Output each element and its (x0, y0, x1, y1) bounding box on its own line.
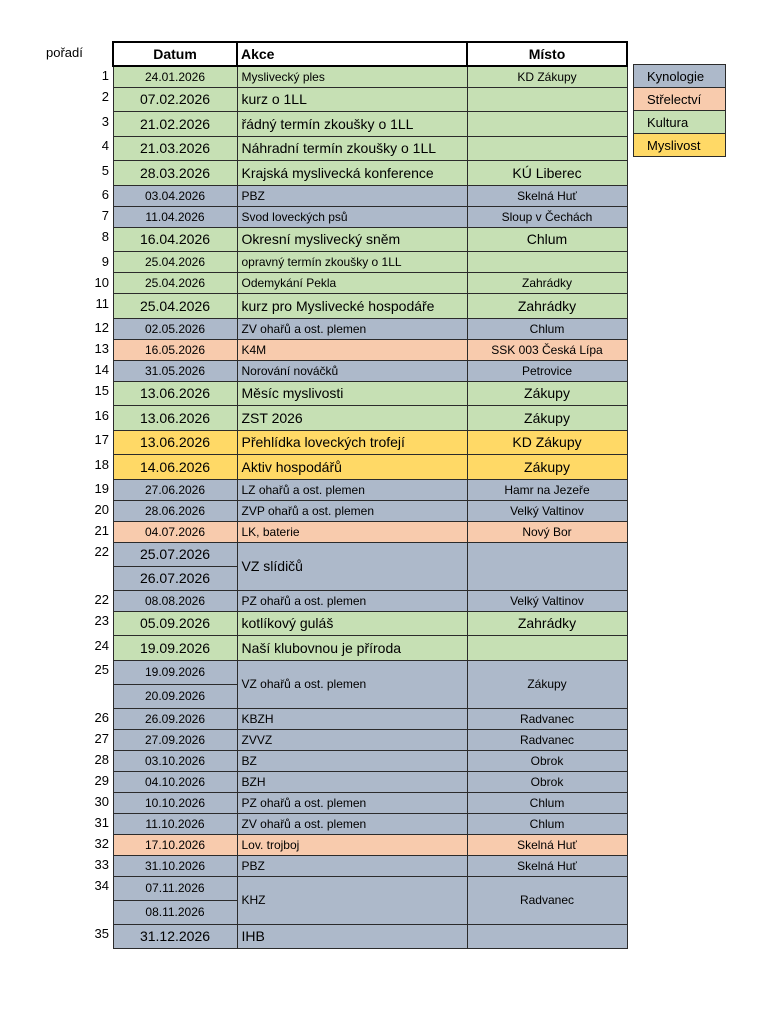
table-row (113, 360, 627, 381)
event-date: 05.09.2026 (113, 611, 237, 636)
event-place: Petrovice (467, 360, 627, 381)
event-date: 04.07.2026 (113, 521, 237, 542)
event-place (467, 252, 627, 273)
table-row (113, 924, 627, 949)
event-order: 22 (94, 544, 109, 559)
event-date: 03.04.2026 (113, 185, 237, 206)
event-place: Skelná Huť (467, 185, 627, 206)
event-name: Přehlídka loveckých trofejí (237, 430, 467, 455)
event-order: 33 (94, 857, 109, 872)
event-name: PZ ohařů a ost. plemen (237, 792, 467, 813)
table-row (113, 521, 627, 542)
event-place: Radvanec (467, 876, 627, 924)
event-date: 13.06.2026 (113, 430, 237, 455)
event-order: 32 (94, 836, 109, 851)
event-date: 03.10.2026 (113, 750, 237, 771)
event-order: 6 (101, 187, 109, 202)
event-date: 28.06.2026 (113, 500, 237, 521)
table-row (113, 708, 627, 729)
event-date: 08.11.2026 (113, 900, 237, 924)
event-date: 11.10.2026 (113, 813, 237, 834)
event-date: 11.04.2026 (113, 206, 237, 227)
event-date: 19.09.2026 (113, 660, 237, 684)
event-place: Sloup v Čechách (467, 206, 627, 227)
table-row (113, 430, 627, 455)
table-row (113, 813, 627, 834)
table-row (113, 136, 627, 161)
event-place: Chlum (467, 792, 627, 813)
event-name: LZ ohařů a ost. plemen (237, 479, 467, 500)
event-place (467, 112, 627, 137)
event-order: 7 (101, 208, 109, 223)
event-name: Naší klubovnou je příroda (237, 636, 467, 661)
events-table (112, 41, 628, 949)
event-order: 3 (101, 113, 109, 129)
table-row (113, 855, 627, 876)
event-name: Krajská myslivecká konference (237, 161, 467, 186)
table-row (113, 500, 627, 521)
event-date: 31.12.2026 (113, 924, 237, 949)
event-order: 14 (94, 362, 109, 377)
events-body (113, 66, 627, 949)
table-row (113, 227, 627, 252)
event-name: ZST 2026 (237, 406, 467, 431)
event-name: Lov. trojboj (237, 834, 467, 855)
table-row (113, 876, 627, 900)
event-name: Náhradní termín zkoušky o 1LL (237, 136, 467, 161)
event-date: 21.03.2026 (113, 136, 237, 161)
table-row (113, 479, 627, 500)
event-place: KÚ Liberec (467, 161, 627, 186)
event-place: Velký Valtinov (467, 590, 627, 611)
event-place: KD Zákupy (467, 430, 627, 455)
event-order: 12 (94, 320, 109, 335)
poradi-header: pořadí (46, 45, 83, 60)
legend (633, 64, 726, 157)
event-date: 10.10.2026 (113, 792, 237, 813)
table-row (113, 112, 627, 137)
datum-header: Datum (113, 42, 237, 66)
event-order: 9 (101, 253, 109, 269)
legend-item: Kynologie (634, 65, 726, 88)
event-place (467, 542, 627, 590)
event-order: 8 (101, 229, 109, 244)
event-order: 13 (94, 341, 109, 356)
event-name: K4M (237, 339, 467, 360)
event-date: 20.09.2026 (113, 684, 237, 708)
table-row (113, 318, 627, 339)
event-name: Měsíc myslivosti (237, 381, 467, 406)
event-place: Hamr na Jezeře (467, 479, 627, 500)
event-order: 1 (101, 68, 109, 83)
event-order: 10 (94, 274, 109, 290)
event-order: 2 (101, 89, 109, 104)
event-place: Obrok (467, 750, 627, 771)
event-order: 17 (94, 432, 109, 447)
event-date: 08.08.2026 (113, 590, 237, 611)
event-date: 28.03.2026 (113, 161, 237, 186)
event-order: 20 (94, 502, 109, 517)
event-order: 30 (94, 794, 109, 809)
event-date: 25.04.2026 (113, 252, 237, 273)
event-order: 22 (94, 592, 109, 607)
event-date: 26.07.2026 (113, 566, 237, 590)
event-name: ZV ohařů a ost. plemen (237, 318, 467, 339)
event-order: 23 (94, 613, 109, 628)
table-row (113, 185, 627, 206)
legend-item: Myslivost (634, 134, 726, 157)
event-date: 19.09.2026 (113, 636, 237, 661)
event-date: 24.01.2026 (113, 66, 237, 87)
table-row (113, 660, 627, 684)
event-order: 27 (94, 731, 109, 746)
event-name: opravný termín zkoušky o 1LL (237, 252, 467, 273)
event-date: 07.11.2026 (113, 876, 237, 900)
event-place: Obrok (467, 771, 627, 792)
event-name: Okresní myslivecký sněm (237, 227, 467, 252)
event-date: 14.06.2026 (113, 455, 237, 480)
event-name: řádný termín zkoušky o 1LL (237, 112, 467, 137)
table-row (113, 252, 627, 273)
table-row (113, 294, 627, 319)
event-place: Chlum (467, 813, 627, 834)
event-date: 07.02.2026 (113, 87, 237, 112)
event-name: Aktiv hospodářů (237, 455, 467, 480)
event-date: 25.04.2026 (113, 294, 237, 319)
event-name: Svod loveckých psů (237, 206, 467, 227)
event-order: 15 (94, 383, 109, 398)
table-row (113, 406, 627, 431)
table-row (113, 792, 627, 813)
event-place: Zahrádky (467, 273, 627, 294)
event-order: 11 (95, 295, 109, 311)
event-order: 35 (94, 926, 109, 941)
event-order: 18 (94, 456, 109, 472)
misto-header: Místo (467, 42, 627, 66)
table-row (113, 542, 627, 566)
table-row (113, 455, 627, 480)
event-place: Zákupy (467, 406, 627, 431)
event-date: 27.09.2026 (113, 729, 237, 750)
akce-header: Akce (237, 42, 467, 66)
event-name: IHB (237, 924, 467, 949)
event-order: 26 (94, 710, 109, 725)
event-place (467, 136, 627, 161)
event-order: 34 (94, 878, 109, 893)
table-row (113, 771, 627, 792)
event-place (467, 636, 627, 661)
table-row (113, 339, 627, 360)
table-row (113, 636, 627, 661)
event-order: 24 (94, 637, 109, 653)
event-order: 4 (101, 138, 109, 153)
event-order: 28 (94, 752, 109, 767)
event-place: Zákupy (467, 455, 627, 480)
event-name: kurz o 1LL (237, 87, 467, 112)
event-place: Skelná Huť (467, 834, 627, 855)
event-name: KHZ (237, 876, 467, 924)
event-place: Nový Bor (467, 521, 627, 542)
event-name: PBZ (237, 185, 467, 206)
event-date: 26.09.2026 (113, 708, 237, 729)
event-date: 27.06.2026 (113, 479, 237, 500)
event-name: PZ ohařů a ost. plemen (237, 590, 467, 611)
event-name: BZH (237, 771, 467, 792)
legend-item: Střelectví (634, 88, 726, 111)
table-row (113, 273, 627, 294)
table-row (113, 590, 627, 611)
legend-item: Kultura (634, 111, 726, 134)
event-name: ZVVZ (237, 729, 467, 750)
event-order: 21 (94, 523, 109, 538)
event-place (467, 924, 627, 949)
table-row (113, 381, 627, 406)
event-order: 19 (94, 481, 109, 496)
event-date: 25.07.2026 (113, 542, 237, 566)
event-place: Zákupy (467, 660, 627, 708)
event-place: Zahrádky (467, 294, 627, 319)
event-name: KBZH (237, 708, 467, 729)
table-row (113, 750, 627, 771)
event-order: 29 (94, 773, 109, 788)
event-place (467, 87, 627, 112)
event-order: 5 (101, 162, 109, 178)
event-date: 02.05.2026 (113, 318, 237, 339)
event-date: 16.05.2026 (113, 339, 237, 360)
event-name: ZVP ohařů a ost. plemen (237, 500, 467, 521)
event-date: 04.10.2026 (113, 771, 237, 792)
table-row (113, 611, 627, 636)
event-place: Radvanec (467, 708, 627, 729)
event-name: ZV ohařů a ost. plemen (237, 813, 467, 834)
event-name: PBZ (237, 855, 467, 876)
event-name: Odemykání Pekla (237, 273, 467, 294)
table-row (113, 834, 627, 855)
event-name: kotlíkový guláš (237, 611, 467, 636)
event-date: 25.04.2026 (113, 273, 237, 294)
event-place: Zákupy (467, 381, 627, 406)
event-place: Chlum (467, 227, 627, 252)
event-name: kurz pro Myslivecké hospodáře (237, 294, 467, 319)
event-name: LK, baterie (237, 521, 467, 542)
event-date: 21.02.2026 (113, 112, 237, 137)
table-row (113, 729, 627, 750)
event-name: Myslivecký ples (237, 66, 467, 87)
event-place: SSK 003 Česká Lípa (467, 339, 627, 360)
event-order: 25 (94, 662, 109, 677)
table-row (113, 206, 627, 227)
event-date: 31.10.2026 (113, 855, 237, 876)
event-place: Zahrádky (467, 611, 627, 636)
event-name: Norování nováčků (237, 360, 467, 381)
event-order: 31 (94, 815, 109, 830)
event-place: Skelná Huť (467, 855, 627, 876)
event-place: KD Zákupy (467, 66, 627, 87)
event-name: BZ (237, 750, 467, 771)
event-date: 17.10.2026 (113, 834, 237, 855)
event-place: Radvanec (467, 729, 627, 750)
table-row (113, 161, 627, 186)
table-row (113, 87, 627, 112)
event-name: VZ ohařů a ost. plemen (237, 660, 467, 708)
table-row (113, 66, 627, 87)
event-date: 31.05.2026 (113, 360, 237, 381)
event-place: Chlum (467, 318, 627, 339)
event-date: 13.06.2026 (113, 381, 237, 406)
event-order: 16 (94, 407, 109, 423)
event-date: 13.06.2026 (113, 406, 237, 431)
event-place: Velký Valtinov (467, 500, 627, 521)
event-date: 16.04.2026 (113, 227, 237, 252)
event-name: VZ slídičů (237, 542, 467, 590)
